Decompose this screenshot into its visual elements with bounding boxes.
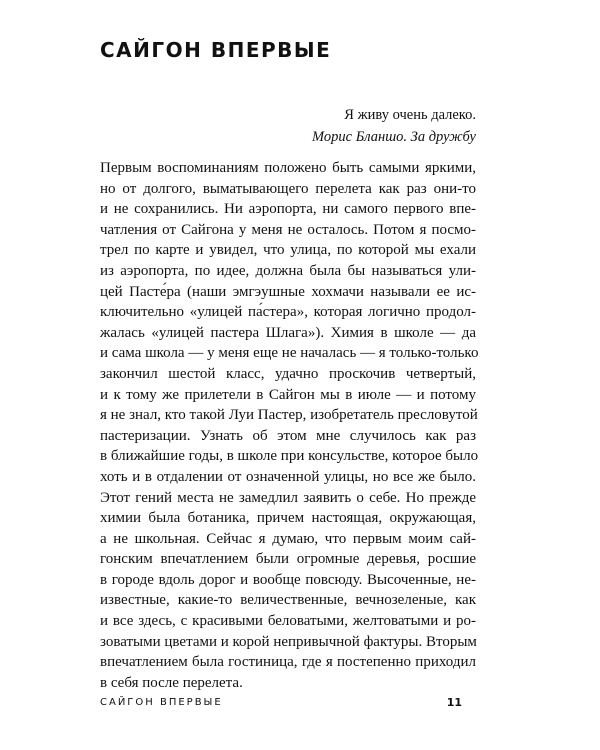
text-line: я не знал, кто такой Луи Пастер, изобретатель пресловутой [100,407,478,424]
text-line: трел по карте и увидел, что улица, по которой мы ехали [100,242,476,259]
body-paragraph [100,158,479,693]
chapter-title: САЙГОН ВПЕРВЫЕ [100,38,332,62]
text-line: ключительно «улицей па́стера», которая логично продол- [100,304,476,321]
epigraph-source: Морис Бланшо. За дружбу [312,129,476,145]
text-line: цей Пасте́ра (наши эмгэушные хохмачи называли ее ис- [100,283,476,300]
text-line: Первым воспоминаниям положено быть самыми яркими, [100,160,476,176]
text-line: в себя после перелета. [100,674,243,691]
text-line: гонским впечатлением были огромные деревья, росшие [100,551,476,568]
text-line: хоть и в отдалении от означенной улицы, но все же было. [100,468,476,485]
text-line: известные, какие-то величественные, вечнозеленые, как [100,592,476,609]
text-line: зоватыми цветами и корой непривычной фактуры. Вторым [100,633,477,650]
running-footer-title: САЙГОН ВПЕРВЫЕ [100,697,223,708]
text-line: и к тому же прилетели в Сайгон мы в июле — и потому [100,386,476,403]
text-line: жалась «улицей пастера Шлага»). Химия в школе — да [100,324,476,341]
text-line: и сама школа — у меня еще не началась — я только-только [100,345,479,362]
text-line: чатления от Сайгона у меня не осталось. Потом я посмо- [100,221,476,238]
text-line: из аэропорта, по идее, должна была бы называться ули- [100,262,476,279]
text-line: закончил шестой класс, удачно проскочив четвертый, [100,365,476,382]
text-line: и все здесь, с красивыми беловатыми, желтоватыми и ро- [100,613,476,630]
epigraph-quote: Я живу очень далеко. [344,107,476,123]
text-line: и не сохранились. Ни аэропорта, ни самого первого впе- [100,201,476,218]
text-line: химии была ботаника, причем настоящая, окружающая, [100,510,476,527]
text-line: впечатлением была гостиница, где я постепенно приходил [100,654,476,671]
text-line: а не школьная. Сейчас я думаю, что первым моим сай- [100,530,476,547]
epigraph [312,104,476,148]
text-line: в ближайшие годы, в школе при консульстве, которое было [100,448,479,465]
text-line: в городе вдоль дорог и вообще повсюду. Высоченные, не- [100,571,476,588]
text-line: пастеризации. Узнать об этом мне случилось как раз [100,427,476,444]
text-line: но от долгого, выматывающего перелета как раз они-то [100,180,476,197]
page-number: 11 [446,696,462,709]
text-line: Этот гений места не замедлил заявить о себе. Но прежде [100,489,476,506]
